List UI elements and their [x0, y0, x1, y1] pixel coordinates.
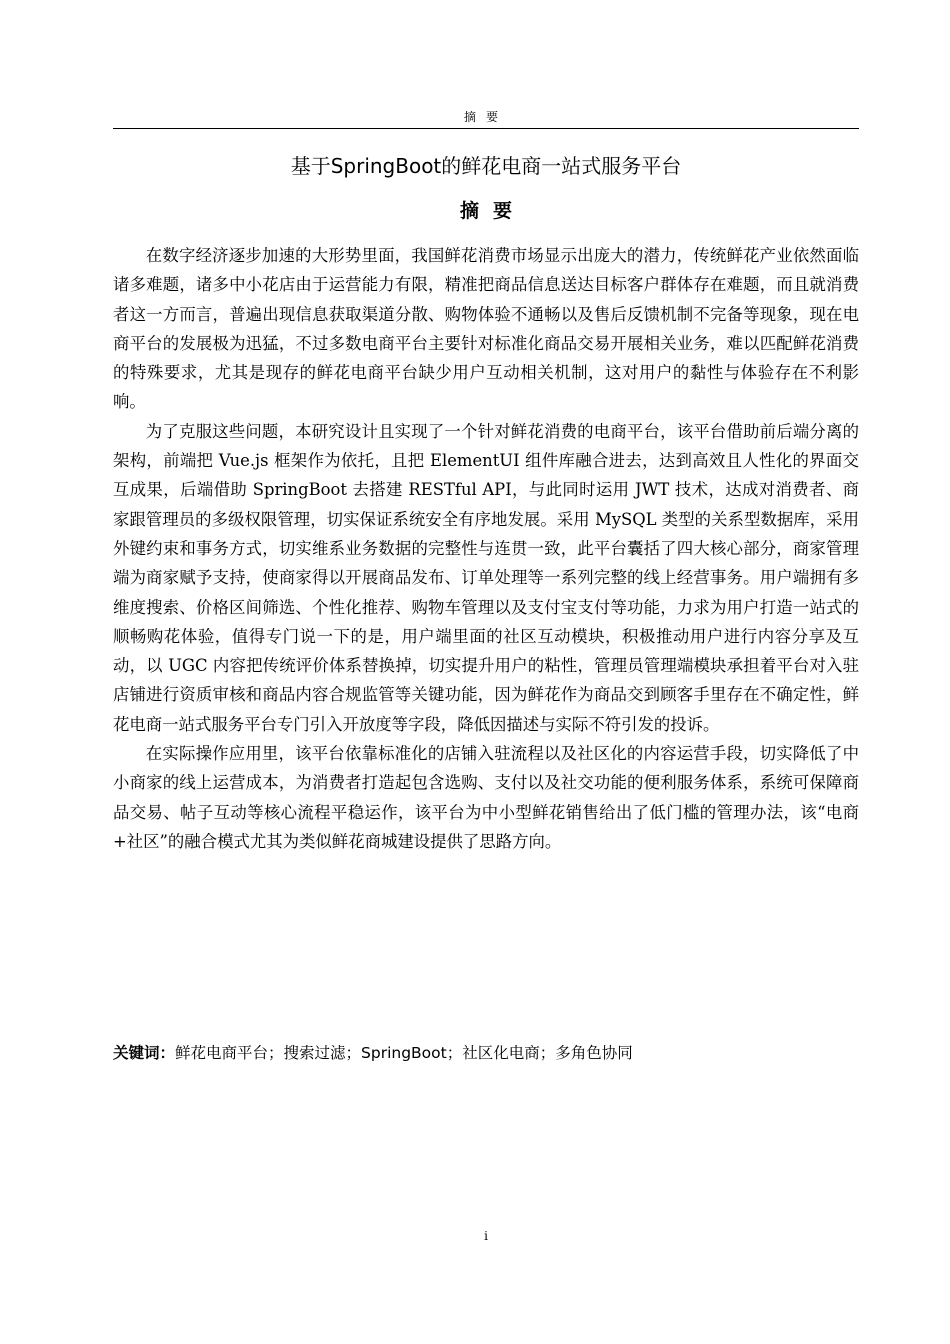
abstract-paragraph-3: 在实际操作应用里，该平台依靠标准化的店铺入驻流程以及社区化的内容运营手段，切实降低了中小商家的线上运营成本，为消费者打造起包含选购、支付以及社交功能的便利服务体系，系统可保障商品交易、帖子互动等核心流程平稳运作，该平台为中小型鲜花销售给出了低门槛的管理办法，该“电商+社区”的融合模式尤其为类似鲜花商城建设提供了思路方向。: [113, 744, 859, 851]
abstract-paragraph-2: 为了克服这些问题，本研究设计且实现了一个针对鲜花消费的电商平台，该平台借助前后端分离的架构，前端把 Vue.js 框架作为依托，且把 ElementUI 组件库融合进去，达到高效且人性化的界面交互成果，后端借助 SpringBoot 去搭建 RESTful API，与此同时运用 JWT 技术，达成对消费者、商家跟管理员的多级权限管理，切实保证系统安全有序地发展。采用 MySQL 类型的关系型数据库，采用外键约束和事务方式，切实维系业务数据的完整性与连贯一致，此平台囊括了四大核心部分，商家管理端为商家赋予支持，使商家得以开展商品发布、订单处理等一系列完整的线上经营事务。用户端拥有多维度搜索、价格区间筛选、个性化推荐、购物车管理以及支付宝支付等功能，力求为用户打造一站式的顺畅购花体验，值得专门说一下的是，用户端里面的社区互动模块，积极推动用户进行内容分享及互动，以 UGC 内容把传统评价体系替换掉，切实提升用户的粘性，管理员管理端模块承担着平台对入驻店铺进行资质审核和商品内容合规监管等关键功能，因为鲜花作为商品交到顾客手里存在不确定性，鲜花电商一站式服务平台专门引入开放度等字段，降低因描述与实际不符引发的投诉。: [113, 421, 859, 734]
abstract-body: [113, 241, 859, 856]
header-rule: [113, 128, 859, 129]
keywords-label: 关键词：: [113, 1044, 176, 1062]
document-title: 基于SpringBoot的鲜花电商一站式服务平台: [290, 154, 682, 178]
keywords-line: [113, 1039, 859, 1067]
running-header: 摘要: [463, 110, 508, 124]
abstract-heading: 摘要: [459, 200, 526, 222]
page-number: i: [484, 1229, 488, 1243]
keywords-value: 鲜花电商平台；搜索过滤；SpringBoot；社区化电商；多角色协同: [175, 1044, 633, 1062]
abstract-paragraph-1: 在数字经济逐步加速的大形势里面，我国鲜花消费市场显示出庞大的潜力，传统鲜花产业依然面临诸多难题，诸多中小花店由于运营能力有限，精准把商品信息送达目标客户群体存在难题，而且就消费者这一方而言，普遍出现信息获取渠道分散、购物体验不通畅以及售后反馈机制不完备等现象，现在电商平台的发展极为迅猛，不过多数电商平台主要针对标准化商品交易开展相关业务，难以匹配鲜花消费的特殊要求，尤其是现存的鲜花电商平台缺少用户互动相关机制，这对用户的黏性与体验存在不利影响。: [113, 246, 859, 412]
